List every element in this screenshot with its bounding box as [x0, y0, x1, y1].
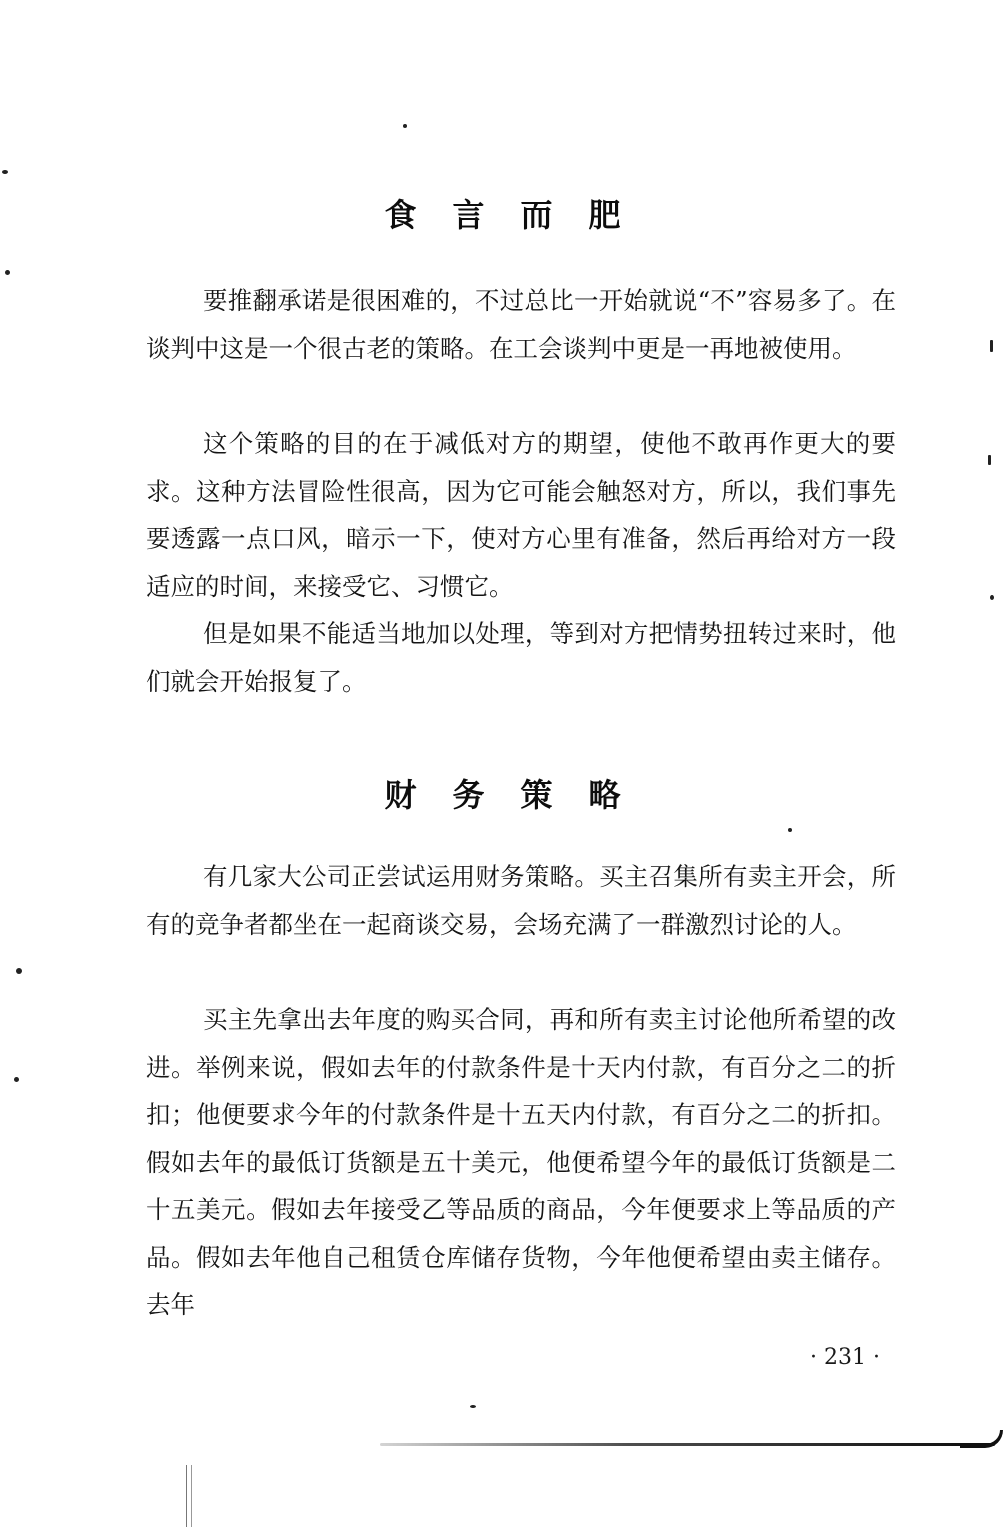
scan-speck: [5, 270, 10, 275]
heading-char: 而: [520, 196, 553, 234]
heading-char: 略: [588, 776, 621, 814]
scan-speck: [788, 828, 792, 832]
binding-marks: [186, 1465, 192, 1527]
scan-speck: [14, 1077, 19, 1082]
scan-edge-line: [380, 1443, 995, 1446]
paragraph: 但是如果不能适当地加以处理，等到对方把情势扭转过来时，他们就会开始报复了。: [146, 619, 896, 696]
scan-speck: [16, 968, 22, 974]
heading-char: 言: [452, 196, 485, 234]
scan-speck: [403, 124, 407, 128]
scan-speck: [990, 340, 993, 352]
scan-speck: [470, 1405, 476, 1408]
heading-char: 肥: [588, 196, 621, 234]
section-heading-shi-yan-er-fei: [0, 190, 1005, 236]
paragraph: 要推翻承诺是很困难的，不过总比一开始就说“不”容易多了。在谈判中这是一个很古老的策略。在工会谈判中更是一再地被使用。: [146, 286, 896, 363]
paragraph: 这个策略的目的在于减低对方的期望，使他不敢再作更大的要求。这种方法冒险性很高，因为它可能会触怒对方，所以，我们事先要透露一点口风，暗示一下，使对方心里有准备，然后再给对方一段适应的时间，来接受它、习惯它。: [146, 429, 896, 601]
heading-char: 策: [520, 776, 553, 814]
paragraph: 有几家大公司正尝试运用财务策略。买主召集所有卖主开会，所有的竞争者都坐在一起商谈交易，会场充满了一群激烈讨论的人。: [146, 862, 896, 939]
page-number: · 231 ·: [810, 1345, 880, 1370]
scan-speck: [988, 455, 991, 465]
scan-speck: [990, 595, 994, 600]
heading-char: 食: [384, 196, 417, 234]
paragraph: 买主先拿出去年度的购买合同，再和所有卖主讨论他所希望的改进。举例来说，假如去年的付款条件是十天内付款，有百分之二的折扣；他便要求今年的付款条件是十五天内付款，有百分之二的折扣。假如去年的最低订货额是五十美元，他便希望今年的最低订货额是二十五美元。假如去年接受乙等品质的商品，今年便要求上等品质的产品。假如去年他自己租赁仓库储存货物，今年他便希望由卖主储存。去年: [146, 1005, 896, 1319]
section-heading-cai-wu-ce-lue: [0, 770, 1005, 816]
heading-char: 财: [384, 776, 417, 814]
heading-char: 务: [452, 776, 485, 814]
scan-edge-curl: [960, 1430, 1003, 1448]
scan-speck: [2, 170, 8, 174]
